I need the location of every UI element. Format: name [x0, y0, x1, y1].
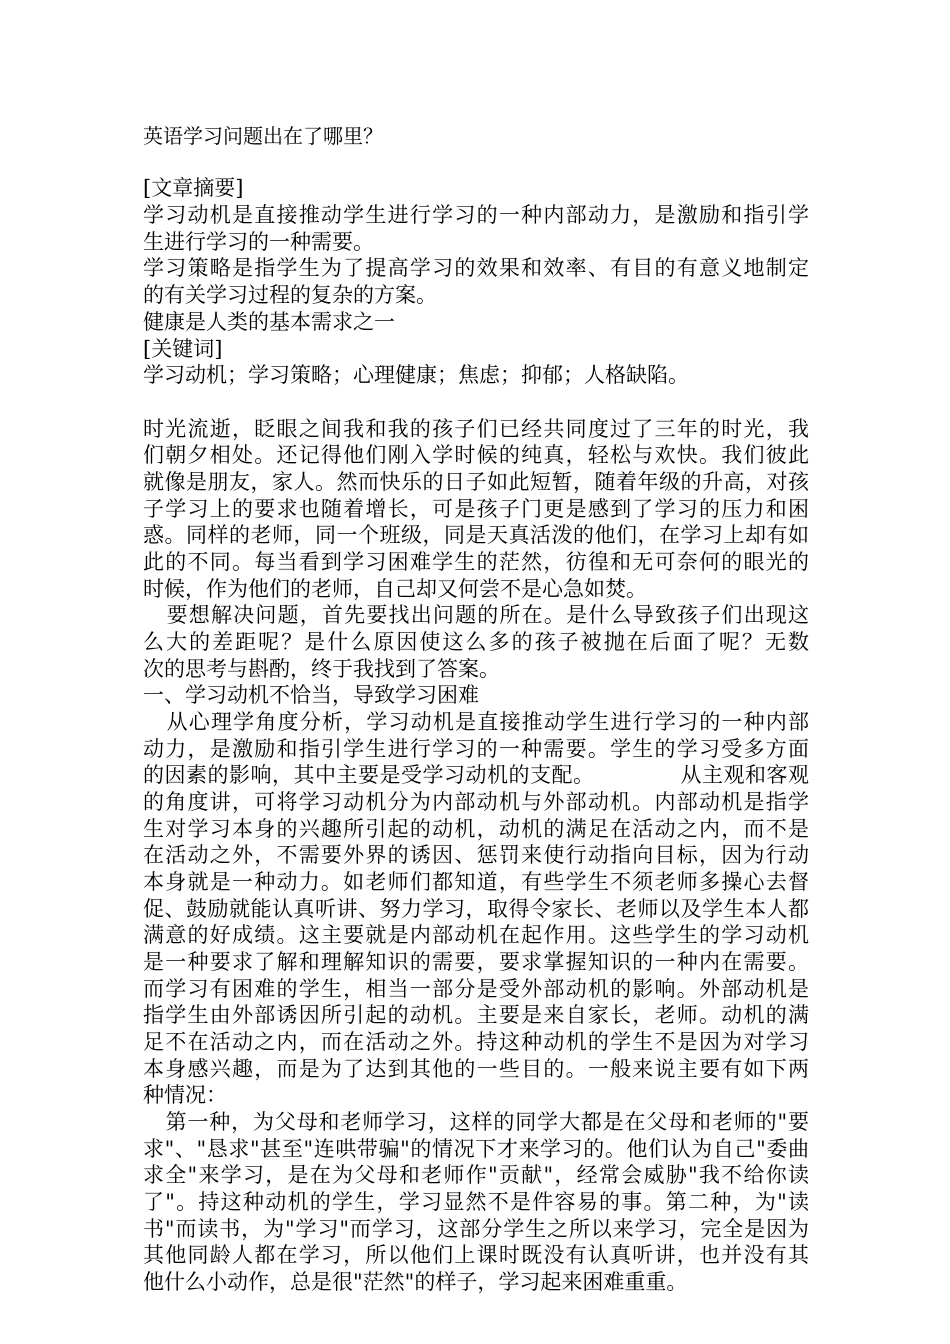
abstract-heading: [文章摘要]: [143, 176, 244, 200]
body-line: 在活动之外，不需要外界的诱因、惩罚来使行动指向目标，因为行动: [143, 843, 809, 867]
body-line: 次的思考与斟酌，终于我找到了答案。: [143, 657, 500, 681]
body-line: 就像是朋友，家人。然而快乐的日子如此短暂，随着年级的升高，对孩: [143, 470, 809, 494]
abstract-line: 生进行学习的一种需要。: [143, 230, 374, 254]
body-line: 足不在活动之内，而在活动之外。持这种动机的学生不是因为对学习: [143, 1030, 809, 1054]
body-line: 求"、"恳求"甚至"连哄带骗"的情况下才来学习的。他们认为自己"委曲: [143, 1137, 809, 1161]
body-line: 而学习有困难的学生，相当一部分是受外部动机的影响。外部动机是: [143, 977, 809, 1001]
body-line: 么大的差距呢？是什么原因使这么多的孩子被抛在后面了呢？无数: [143, 630, 809, 654]
body-line: 第一种，为父母和老师学习，这样的同学大都是在父母和老师的"要: [143, 1110, 809, 1134]
body-line: 要想解决问题，首先要找出问题的所在。是什么导致孩子们出现这: [143, 603, 809, 627]
body-line: 种情况：: [143, 1083, 227, 1107]
section-heading: 一、学习动机不恰当，导致学习困难: [143, 683, 479, 707]
body-line: 子学习上的要求也随着增长，可是孩子门更是感到了学习的压力和困: [143, 497, 809, 521]
body-line: 他什么小动作，总是很"茫然"的样子，学习起来困难重重。: [143, 1270, 688, 1294]
body-line: 其他同龄人都在学习，所以他们上课时既没有认真听讲，也并没有其: [143, 1243, 809, 1267]
body-line: 本身感兴趣，而是为了达到其他的一些目的。一般来说主要有如下两: [143, 1057, 809, 1081]
body-line: 本身就是一种动力。如老师们都知道，有些学生不须老师多操心去督: [143, 870, 809, 894]
body-line: 满意的好成绩。这主要就是内部动机在起作用。这些学生的学习动机: [143, 923, 809, 947]
body-line: 促、鼓励就能认真听讲、努力学习，取得令家长、老师以及学生本人都: [143, 897, 809, 921]
body-line: 了"。持这种动机的学生，学习显然不是件容易的事。第二种，为"读: [143, 1190, 809, 1214]
body-line: 生对学习本身的兴趣所引起的动机，动机的满足在活动之内，而不是: [143, 817, 809, 841]
body-line: 动力，是激励和指引学生进行学习的一种需要。学生的学习受多方面: [143, 737, 809, 761]
abstract-line: 健康是人类的基本需求之一: [143, 310, 395, 334]
body-line: 们朝夕相处。还记得他们刚入学时候的纯真，轻松与欢快。我们彼此: [143, 443, 809, 467]
body-line: 书"而读书，为"学习"而学习，这部分学生之所以来学习，完全是因为: [143, 1217, 809, 1241]
abstract-line: 学习策略是指学生为了提高学习的效果和效率、有目的有意义地制定: [143, 256, 809, 280]
keywords-text: 学习动机；学习策略；心理健康；焦虑；抑郁；人格缺陷。: [143, 363, 689, 387]
body-line: 求全"来学习，是在为父母和老师作"贡献"，经常会威胁"我不给你读: [143, 1163, 809, 1187]
body-line: 此的不同。每当看到学习困难学生的茫然，彷徨和无可奈何的眼光的: [143, 550, 809, 574]
body-line: 是一种要求了解和理解知识的需要，要求掌握知识的一种内在需要。: [143, 950, 809, 974]
body-line: 惑。同样的老师，同一个班级，同是天真活泼的他们，在学习上却有如: [143, 523, 809, 547]
body-line: 的角度讲，可将学习动机分为内部动机与外部动机。内部动机是指学: [143, 790, 809, 814]
abstract-line: 学习动机是直接推动学生进行学习的一种内部动力，是激励和指引学: [143, 203, 809, 227]
body-line: 的因素的影响，其中主要是受学习动机的支配。 从主观和客观: [143, 763, 809, 787]
body-line: 从心理学角度分析，学习动机是直接推动学生进行学习的一种内部: [143, 710, 809, 734]
keywords-heading: [关键词]: [143, 337, 223, 361]
body-line: 指学生由外部诱因所引起的动机。主要是来自家长，老师。动机的满: [143, 1003, 809, 1027]
body-line: 时候，作为他们的老师，自己却又何尝不是心急如焚。: [143, 577, 647, 601]
body-line: 时光流逝，眨眼之间我和我的孩子们已经共同度过了三年的时光，我: [143, 417, 809, 441]
document-title: 英语学习问题出在了哪里？: [143, 124, 383, 148]
abstract-line: 的有关学习过程的复杂的方案。: [143, 283, 437, 307]
